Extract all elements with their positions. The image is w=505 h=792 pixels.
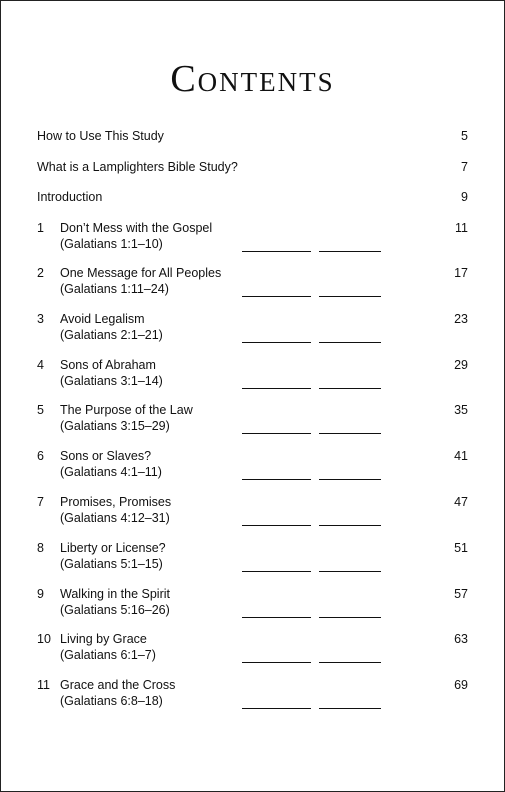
lesson-reference: (Galatians 6:8–18) (60, 694, 163, 708)
lesson-title: The Purpose of the Law (60, 403, 193, 417)
date-blank-line (242, 525, 311, 526)
date-blank-line (319, 525, 381, 526)
lesson-title: Promises, Promises (60, 495, 172, 509)
lesson-reference: (Galatians 1:11–24) (60, 282, 169, 296)
lesson-page: 63 (454, 632, 468, 646)
lesson-page: 35 (454, 403, 468, 417)
lesson-page: 47 (454, 495, 468, 509)
lesson-title: Walking in the Spirit (60, 587, 170, 601)
toc-entry-label: What is a Lamplighters Bible Study? (37, 160, 238, 174)
toc-entry-page: 9 (461, 190, 468, 204)
lesson-page: 23 (454, 312, 468, 326)
date-blank-line (319, 617, 381, 618)
lesson-page: 51 (454, 541, 468, 555)
lesson-page: 11 (455, 221, 468, 235)
date-blank-line (242, 662, 311, 663)
lesson-number: 10 (37, 632, 51, 646)
lesson-page: 17 (454, 266, 468, 280)
lesson-reference: (Galatians 3:1–14) (60, 374, 163, 388)
date-blank-line (242, 388, 311, 389)
date-blank-line (242, 479, 311, 480)
date-blank-line (319, 571, 381, 572)
date-blank-line (319, 708, 381, 709)
lesson-reference: (Galatians 2:1–21) (60, 328, 163, 342)
toc-entry-page: 5 (461, 129, 468, 143)
date-blank-line (319, 251, 381, 252)
lesson-reference: (Galatians 1:1–10) (60, 237, 163, 251)
lesson-page: 41 (454, 449, 468, 463)
date-blank-line (319, 433, 381, 434)
page-title: Contents (170, 58, 335, 100)
date-blank-line (319, 388, 381, 389)
lesson-title: Don’t Mess with the Gospel (60, 221, 213, 235)
lesson-reference: (Galatians 5:16–26) (60, 603, 170, 617)
lesson-reference: (Galatians 6:1–7) (60, 648, 156, 662)
date-blank-line (319, 342, 381, 343)
date-blank-line (242, 617, 311, 618)
date-blank-line (242, 571, 311, 572)
lesson-number: 6 (37, 449, 44, 463)
lesson-title: Sons or Slaves? (60, 449, 152, 463)
date-blank-line (242, 708, 311, 709)
lesson-title: Sons of Abraham (60, 358, 156, 372)
lesson-title: One Message for All Peoples (60, 266, 222, 280)
lesson-page: 57 (454, 587, 468, 601)
lesson-number: 5 (37, 403, 44, 417)
date-blank-line (242, 296, 311, 297)
lesson-title: Grace and the Cross (60, 678, 176, 692)
toc-entry-label: Introduction (37, 190, 103, 204)
lesson-reference: (Galatians 5:1–15) (60, 557, 163, 571)
date-blank-line (319, 662, 381, 663)
lesson-reference: (Galatians 4:1–11) (60, 465, 162, 479)
lesson-number: 1 (37, 221, 44, 235)
lesson-title: Liberty or License? (60, 541, 166, 555)
lesson-title: Living by Grace (60, 632, 147, 646)
lesson-page: 69 (454, 678, 468, 692)
date-blank-line (242, 251, 311, 252)
lesson-reference: (Galatians 4:12–31) (60, 511, 170, 525)
lesson-number: 9 (37, 587, 44, 601)
lesson-number: 7 (37, 495, 44, 509)
toc-entry-page: 7 (461, 160, 468, 174)
lesson-title: Avoid Legalism (60, 312, 145, 326)
date-blank-line (319, 479, 381, 480)
lesson-number: 4 (37, 358, 44, 372)
date-blank-line (242, 342, 311, 343)
toc-entry-label: How to Use This Study (37, 129, 164, 143)
lesson-number: 8 (37, 541, 44, 555)
lesson-number: 11 (37, 678, 50, 692)
lesson-number: 2 (37, 266, 44, 280)
date-blank-line (319, 296, 381, 297)
date-blank-line (242, 433, 311, 434)
lesson-number: 3 (37, 312, 44, 326)
lesson-reference: (Galatians 3:15–29) (60, 419, 170, 433)
lesson-page: 29 (454, 358, 468, 372)
